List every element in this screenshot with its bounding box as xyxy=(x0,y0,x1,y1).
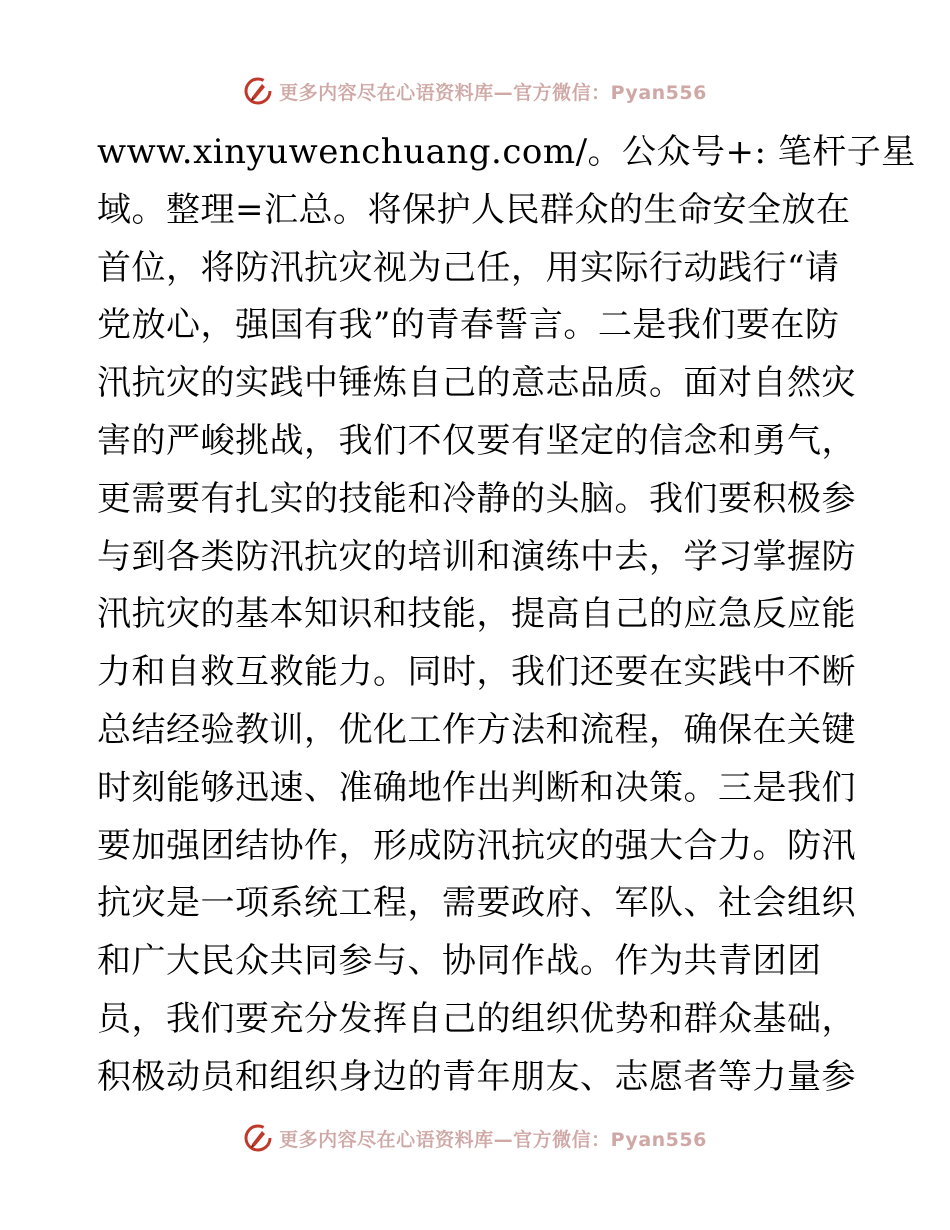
text-line: 与到各类防汛抗灾的培训和演练中去，学习掌握防 xyxy=(97,536,856,577)
pen-logo-icon xyxy=(243,1123,273,1153)
text-line: 更需要有扎实的技能和冷静的头脑。我们要积极参 xyxy=(97,478,856,519)
text-line: 首位，将防汛抗灾视为己任，用实际行动践行“请 xyxy=(97,247,840,288)
text-line: 党放心，强国有我”的青春誓言。二是我们要在防 xyxy=(97,305,840,346)
text-line: 时刻能够迅速、准确地作出判断和决策。三是我们 xyxy=(97,767,856,808)
text-line: 要加强团结协作，形成防汛抗灾的强大合力。防汛 xyxy=(97,825,856,866)
text-line: 积极动员和组织身边的青年朋友、志愿者等力量参 xyxy=(97,1056,856,1097)
text-line: 力和自救互救能力。同时，我们还要在实践中不断 xyxy=(97,652,856,693)
text-line: 汛抗灾的基本知识和技能，提高自己的应急反应能 xyxy=(97,594,856,635)
text-line: 汛抗灾的实践中锤炼自己的意志品质。面对自然灾 xyxy=(97,363,856,404)
footer-watermark xyxy=(0,1118,950,1158)
header-watermark-text: 更多内容尽在心语资料库—官方微信：Pyan556 xyxy=(279,81,707,104)
text-line: 和广大民众共同参与、协同作战。作为共青团团 xyxy=(97,941,822,982)
text-line: 员，我们要充分发挥自己的组织优势和群众基础， xyxy=(97,998,856,1039)
text-line: 害的严峻挑战，我们不仅要有坚定的信念和勇气， xyxy=(97,420,856,461)
header-watermark xyxy=(0,71,950,111)
text-line: www.xinyuwenchuang.com/。公众号+: 笔杆子星 xyxy=(97,132,916,172)
pen-logo-icon xyxy=(243,76,273,106)
text-line: 域。整理=汇总。将保护人民群众的生命安全放在 xyxy=(97,189,851,230)
footer-watermark-text: 更多内容尽在心语资料库—官方微信：Pyan556 xyxy=(279,1128,707,1151)
text-line: 总结经验教训，优化工作方法和流程，确保在关键 xyxy=(97,709,856,750)
text-line: 抗灾是一项系统工程，需要政府、军队、社会组织 xyxy=(97,883,856,924)
body-text xyxy=(97,124,916,1107)
